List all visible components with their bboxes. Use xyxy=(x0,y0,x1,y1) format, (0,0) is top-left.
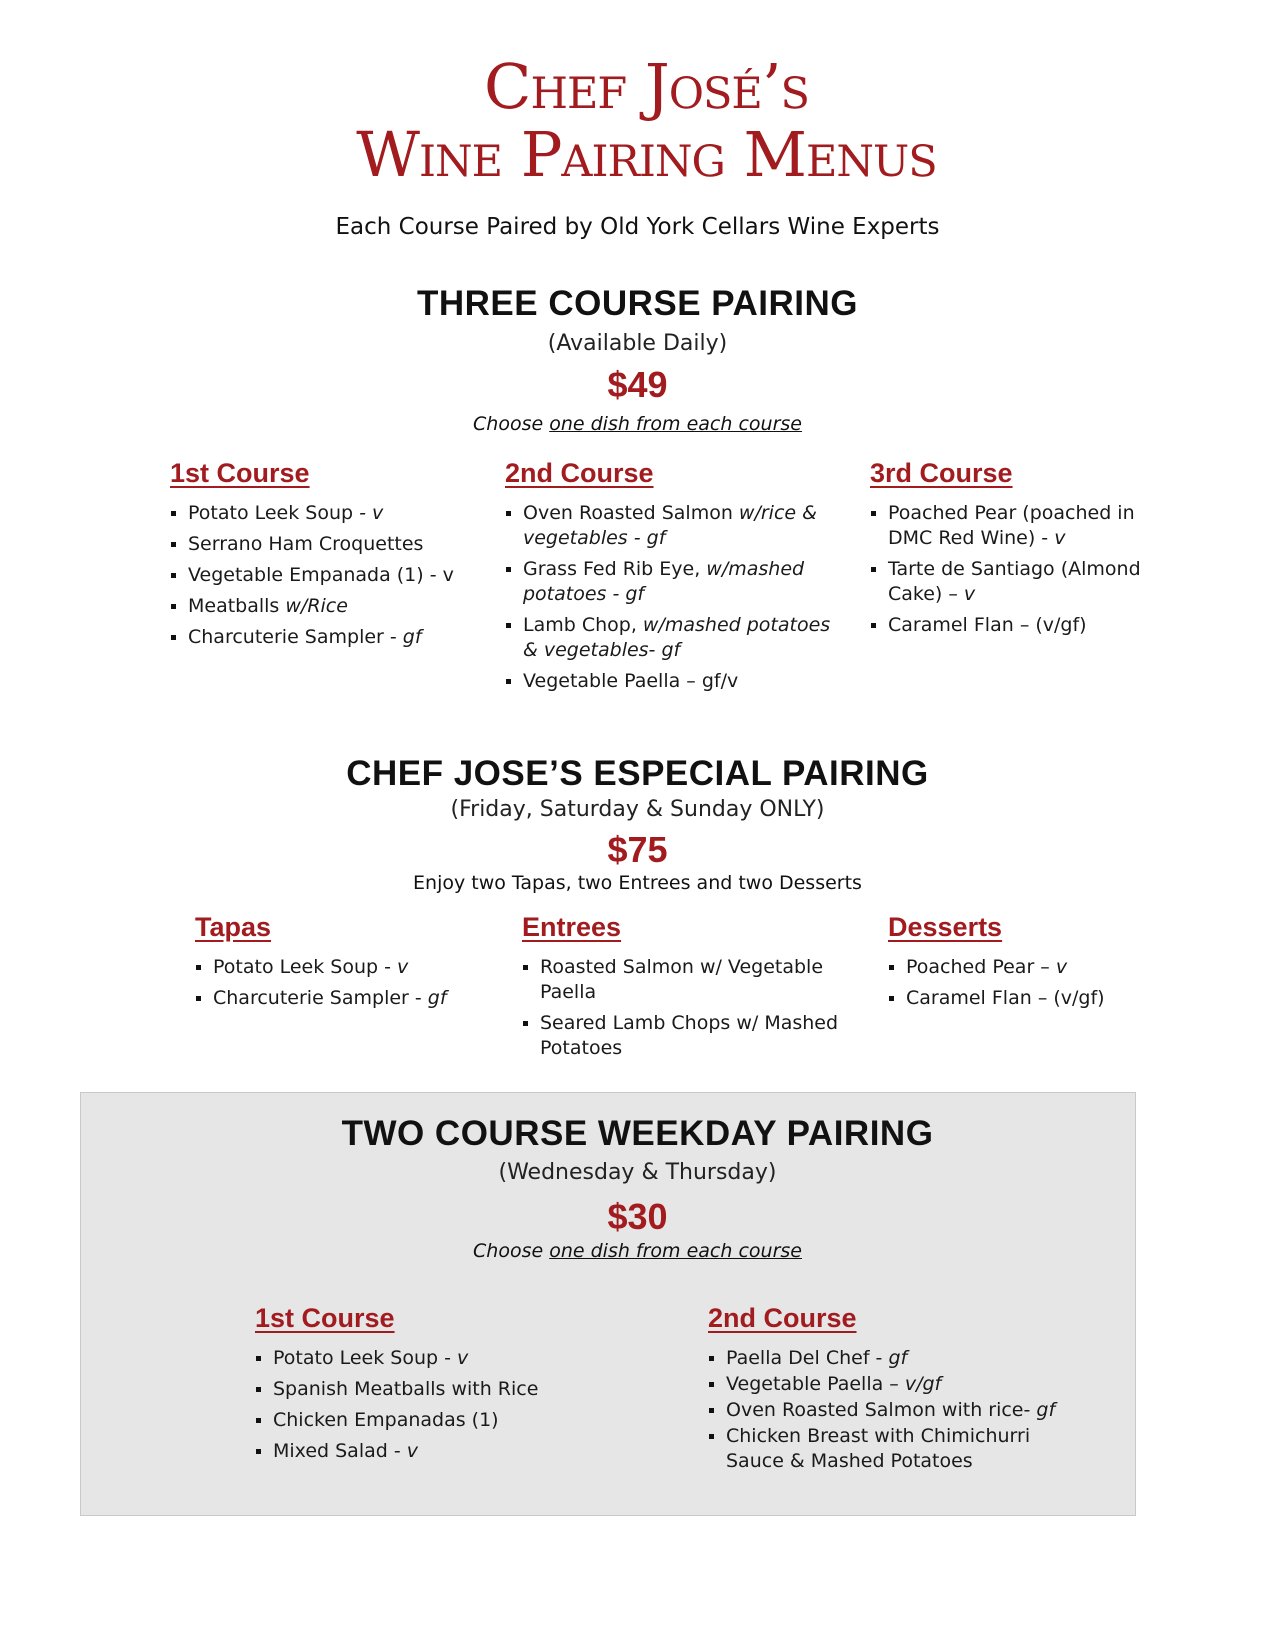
list-item: Paella Del Chef - gf xyxy=(708,1346,1088,1371)
list-item: Meatballs w/Rice xyxy=(170,594,475,619)
three-course-price: $49 xyxy=(607,364,668,405)
three-course-col-2 xyxy=(505,458,840,700)
weekday-note: Choose one dish from each course xyxy=(473,1240,802,1262)
list-item: Potato Leek Soup - v xyxy=(195,955,485,980)
weekday-col-2 xyxy=(708,1303,1088,1480)
especial-availability: (Friday, Saturday & Sunday ONLY) xyxy=(450,797,825,822)
list-item: Mixed Salad - v xyxy=(255,1439,585,1464)
menu-title-line1: Chef José’s xyxy=(484,50,809,123)
especial-price: $75 xyxy=(607,829,668,870)
list-item: Oven Roasted Salmon w/rice & vegetables - gf xyxy=(505,501,840,551)
weekday-availability: (Wednesday & Thursday) xyxy=(498,1160,777,1185)
course-heading: 1st Course xyxy=(170,458,310,488)
course-heading: Desserts xyxy=(888,912,1003,942)
three-course-availability: (Available Daily) xyxy=(547,331,728,356)
list-item: Oven Roasted Salmon with rice- gf xyxy=(708,1398,1088,1423)
list-item: Vegetable Empanada (1) - v xyxy=(170,563,475,588)
three-course-note: Choose one dish from each course xyxy=(473,413,802,435)
course-heading: 3rd Course xyxy=(870,458,1013,488)
weekday-title: TWO COURSE WEEKDAY PAIRING xyxy=(341,1114,934,1153)
course-heading: Tapas xyxy=(195,912,272,942)
especial-col-tapas xyxy=(195,912,485,1017)
list-item: Vegetable Paella – v/gf xyxy=(708,1372,1088,1397)
list-item: Charcuterie Sampler - gf xyxy=(170,625,475,650)
three-course-col-3 xyxy=(870,458,1145,644)
list-item: Caramel Flan – (v/gf) xyxy=(888,986,1148,1011)
weekday-col-1 xyxy=(255,1303,585,1470)
list-item: Potato Leek Soup - v xyxy=(170,501,475,526)
list-item: Chicken Empanadas (1) xyxy=(255,1408,585,1433)
especial-title: CHEF JOSE’S ESPECIAL PAIRING xyxy=(346,754,929,793)
list-item: Roasted Salmon w/ Vegetable Paella xyxy=(522,955,852,1005)
especial-col-desserts xyxy=(888,912,1148,1017)
especial-col-entrees xyxy=(522,912,852,1067)
list-item: Serrano Ham Croquettes xyxy=(170,532,475,557)
course-heading: 2nd Course xyxy=(708,1303,857,1333)
weekday-price: $30 xyxy=(607,1196,668,1237)
list-item: Lamb Chop, w/mashed potatoes & vegetables- gf xyxy=(505,613,840,663)
menu-title-line2: Wine Pairing Menus xyxy=(356,118,937,191)
list-item: Potato Leek Soup - v xyxy=(255,1346,585,1371)
course-heading: Entrees xyxy=(522,912,622,942)
list-item: Grass Fed Rib Eye, w/mashed potatoes - gf xyxy=(505,557,840,607)
list-item: Charcuterie Sampler - gf xyxy=(195,986,485,1011)
list-item: Caramel Flan – (v/gf) xyxy=(870,613,1145,638)
three-course-title: THREE COURSE PAIRING xyxy=(416,284,859,323)
list-item: Chicken Breast with Chimichurri Sauce & Mashed Potatoes xyxy=(708,1424,1088,1474)
list-item: Poached Pear – v xyxy=(888,955,1148,980)
list-item: Vegetable Paella – gf/v xyxy=(505,669,840,694)
list-item: Spanish Meatballs with Rice xyxy=(255,1377,585,1402)
course-heading: 1st Course xyxy=(255,1303,395,1333)
course-heading: 2nd Course xyxy=(505,458,654,488)
list-item: Poached Pear (poached in DMC Red Wine) - v xyxy=(870,501,1145,551)
list-item: Seared Lamb Chops w/ Mashed Potatoes xyxy=(522,1011,852,1061)
menu-subtitle: Each Course Paired by Old York Cellars Wine Experts xyxy=(335,214,940,240)
list-item: Tarte de Santiago (Almond Cake) – v xyxy=(870,557,1145,607)
especial-note: Enjoy two Tapas, two Entrees and two Desserts xyxy=(413,872,862,894)
three-course-col-1 xyxy=(170,458,475,656)
